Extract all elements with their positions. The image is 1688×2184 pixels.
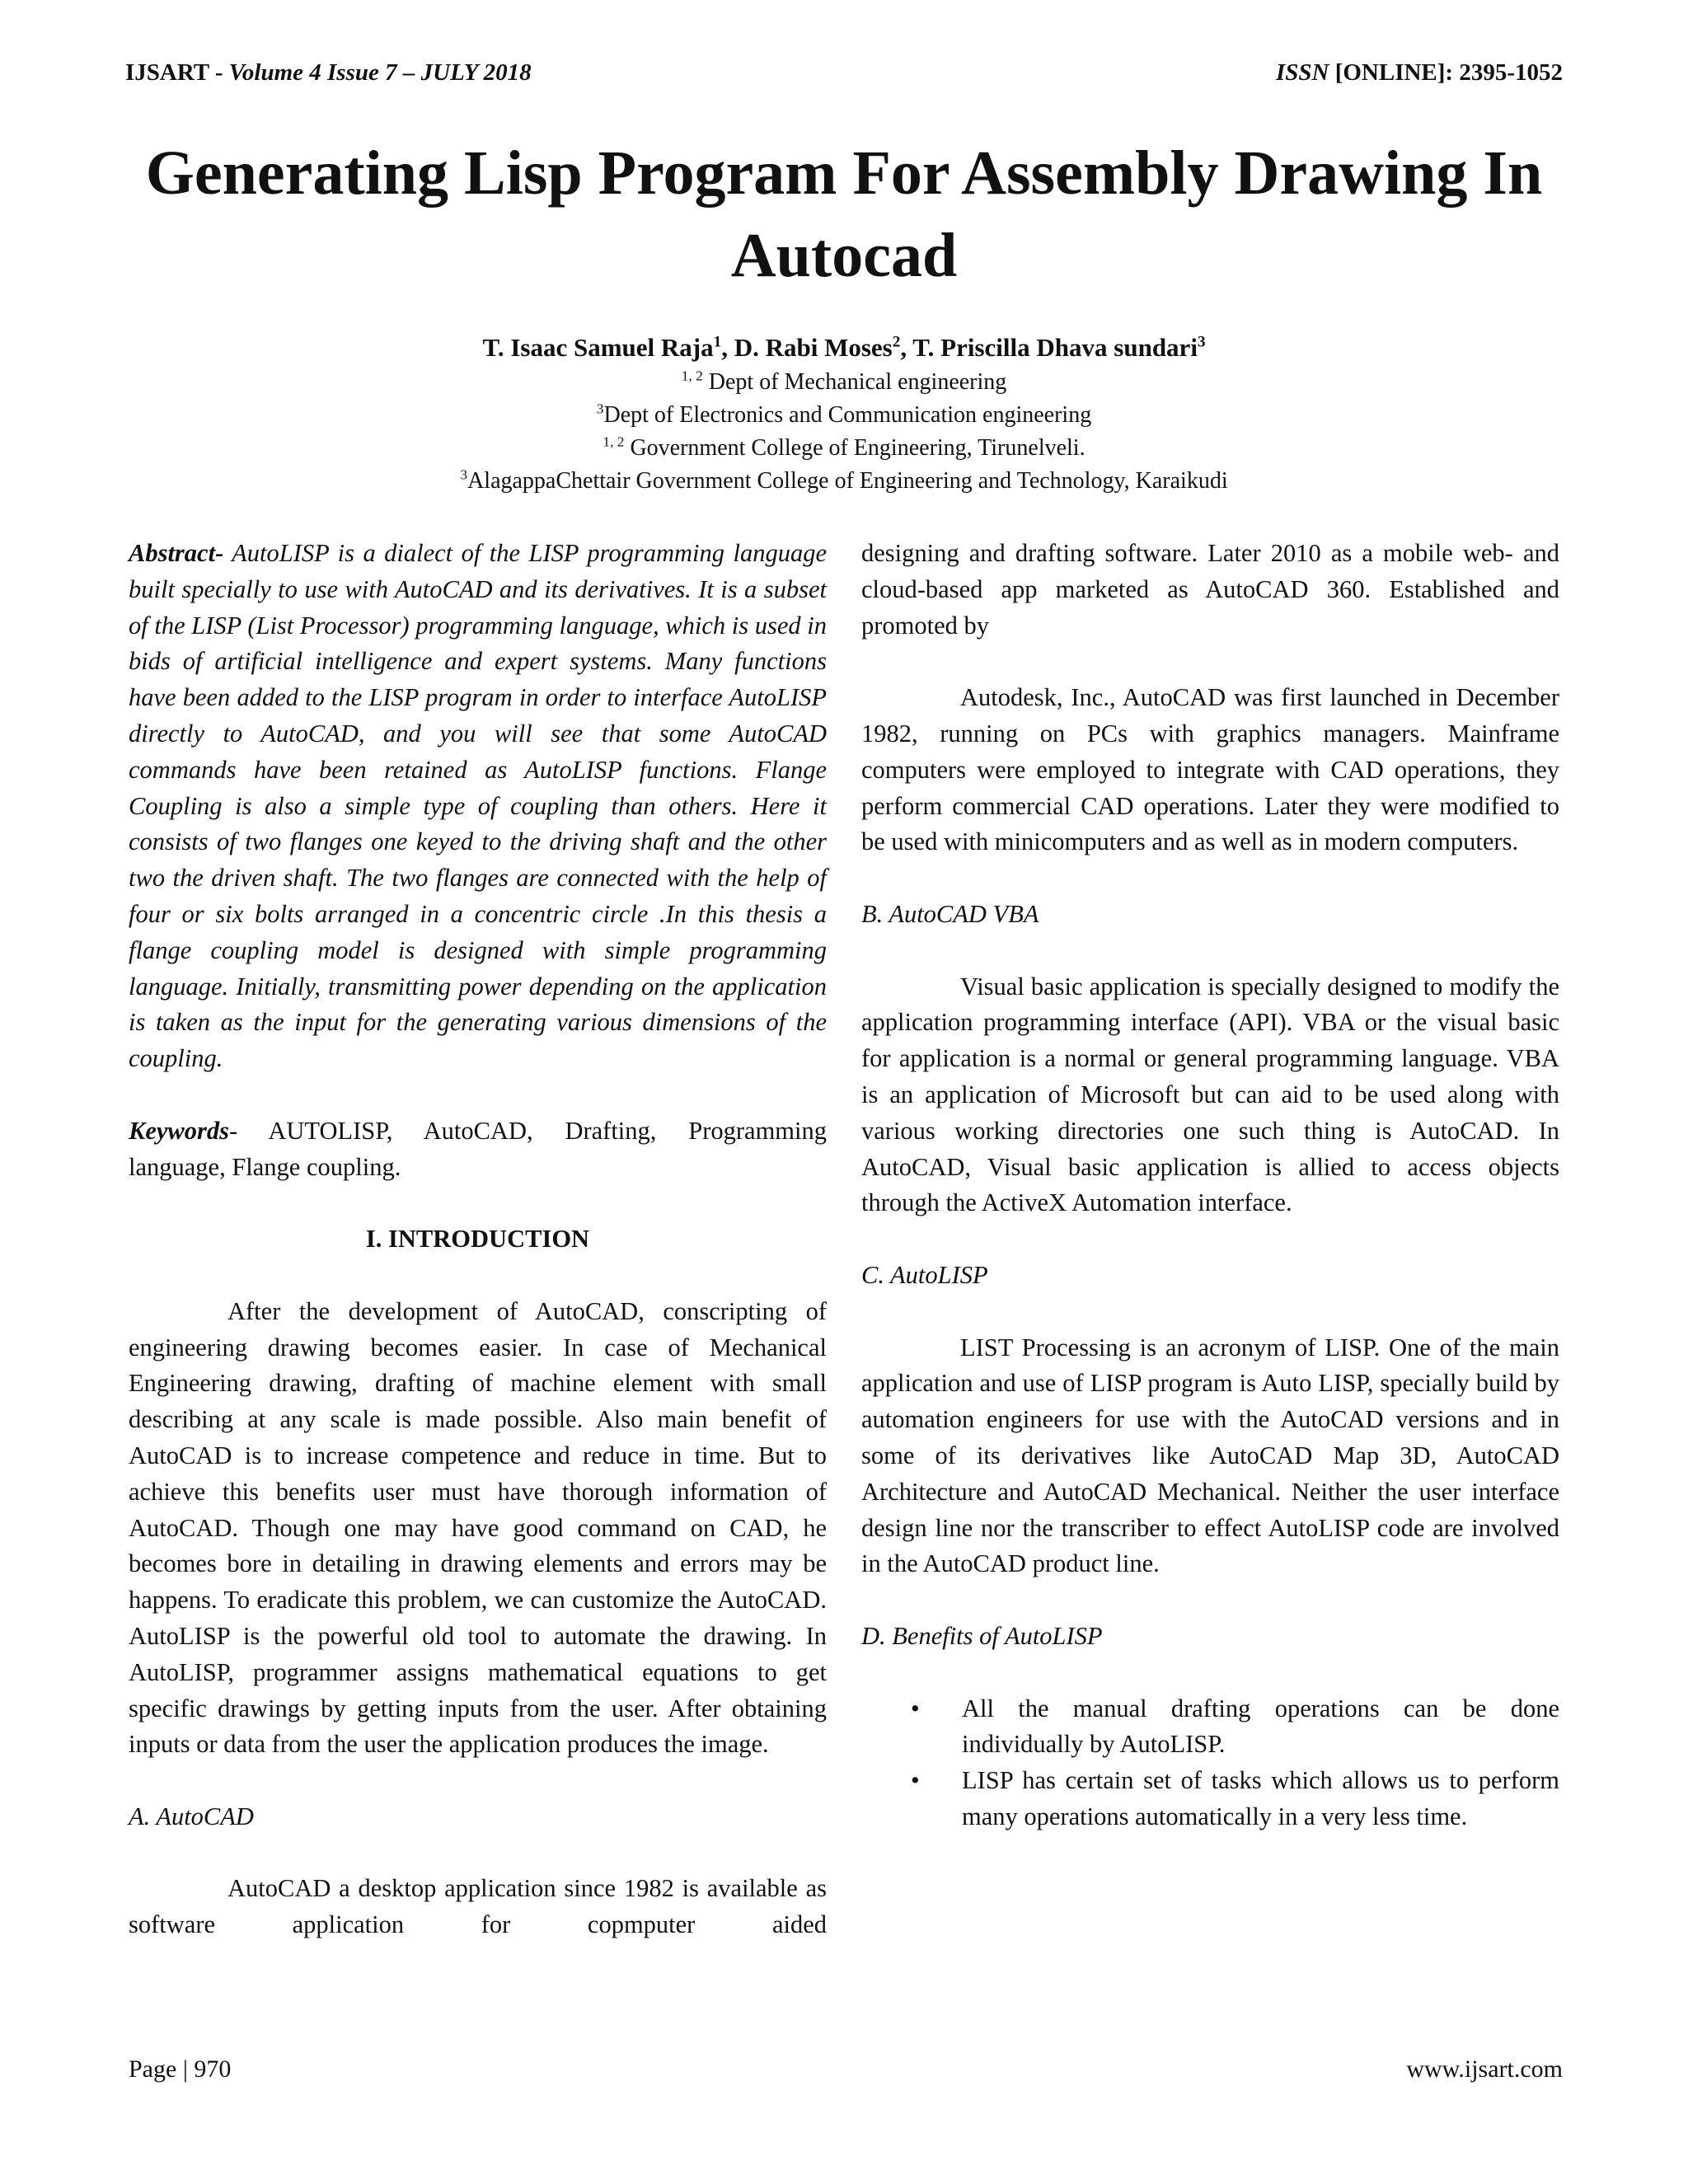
affiliation-1-text: Dept of Mechanical engineering <box>702 369 1007 395</box>
author-1: T. Isaac Samuel Raja <box>482 333 714 362</box>
keywords <box>129 1113 827 1186</box>
benefits-list <box>861 1691 1559 1835</box>
author-2-mark: 2 <box>892 333 901 351</box>
issn-label: ISSN <box>1275 59 1329 86</box>
author-3-mark: 3 <box>1197 333 1206 351</box>
affiliation-3 <box>115 435 1573 462</box>
page-number: Page | 970 <box>129 2055 232 2083</box>
subsection-heading-vba: B. AutoCAD VBA <box>861 899 1039 928</box>
affiliation-4-mark: 3 <box>460 466 468 483</box>
benefit-text-1: All the manual drafting operations can be done individually by AutoLISP. <box>962 1694 1559 1759</box>
autocad-paragraph-part2: designing and drafting software. Later 2010 as a mobile web- and cloud-based app marketed as AutoCAD 360. Established and promoted by <box>861 539 1559 640</box>
affiliation-2-text: Dept of Electronics and Communication engineering <box>603 402 1092 428</box>
right-column <box>861 536 1559 1835</box>
keywords-text: - AUTOLISP, AutoCAD, Drafting, Programming language, Flange coupling. <box>129 1116 827 1181</box>
list-item <box>861 1763 1559 1835</box>
paper-title <box>115 132 1573 297</box>
bullet-icon: • <box>911 1766 920 1795</box>
running-header-journal <box>125 59 532 87</box>
journal-website: www.ijsart.com <box>1406 2055 1563 2083</box>
title-line-2: Autocad <box>730 221 958 290</box>
section-heading-introduction: I. INTRODUCTION <box>365 1225 590 1254</box>
left-column <box>129 536 827 1943</box>
affiliation-4 <box>115 468 1573 494</box>
author-list <box>115 333 1573 363</box>
affiliation-2-mark: 3 <box>596 401 604 417</box>
vba-paragraph: Visual basic application is specially designed to modify the application programming interface (API). VBA or the visual basic for application is a normal or general programming language. VBA is an application of Microsoft but can aid to be used along with various working directories one such thing is AutoCAD. In AutoCAD, Visual basic application is allied to access objects through the ActiveX Automation interface. <box>861 972 1559 1217</box>
author-3: , T. Priscilla Dhava sundari <box>900 333 1198 362</box>
autocad-paragraph-part1: AutoCAD a desktop application since 1982 is available as software application for copmputer aided <box>129 1874 827 1939</box>
abstract-text: AutoLISP is a dialect of the LISP programming language built specially to use with AutoCAD and its derivatives. It is a subset of the LISP (List Processor) programming language, which is used in bids of artificial intelligence and expert systems. Many functions have been added to the LISP program in order to interface AutoLISP directly to AutoCAD, and you will see that some AutoCAD commands have been retained as AutoLISP functions. Flange Coupling is also a simple type of coupling than others. Here it consists of two flanges one keyed to the driving shaft and the other two the driven shaft. The two flanges are connected with the help of four or six bolts arranged in a concentric circle .In this thesis a flange coupling model is designed with simple programming language. Initially, transmitting power depending on the application is taken as the input for the generating various dimensions of the coupling. <box>129 539 827 1073</box>
subsection-heading-autocad: A. AutoCAD <box>129 1802 254 1830</box>
affiliation-3-text: Government College of Engineering, Tirunelveli. <box>624 435 1085 461</box>
journal-name: IJSART <box>125 59 209 86</box>
bullet-icon: • <box>911 1694 920 1722</box>
volume-issue: Volume 4 Issue 7 – JULY 2018 <box>228 59 532 86</box>
affiliation-2 <box>115 402 1573 429</box>
title-line-1: Generating Lisp Program For Assembly Drawing In <box>145 138 1543 208</box>
keywords-label: Keywords <box>129 1116 229 1145</box>
author-2: , D. Rabi Moses <box>721 333 893 362</box>
affiliation-1-mark: 1, 2 <box>681 368 703 384</box>
affiliation-4-text: AlagappaChettair Government College of Engineering and Technology, Karaikudi <box>467 468 1228 494</box>
abstract <box>129 536 827 1077</box>
list-item <box>861 1691 1559 1764</box>
author-1-mark: 1 <box>713 333 722 351</box>
subsection-heading-autolisp: C. AutoLISP <box>861 1260 988 1289</box>
affiliation-3-mark: 1, 2 <box>603 434 625 450</box>
autocad-paragraph-2: Autodesk, Inc., AutoCAD was first launched in December 1982, running on PCs with graphics managers. Mainframe computers were employed to integrate with CAD operations, they perform commercial CAD operations. Later they were modified to be used with minicomputers and as well as in modern computers. <box>861 683 1559 856</box>
header-separator: - <box>209 59 229 86</box>
introduction-paragraph: After the development of AutoCAD, conscripting of engineering drawing becomes easier. In case of Mechanical Engineering drawing, drafting of machine element with small describing at any scale is made possible. Also main benefit of AutoCAD is to increase competence and reduce in time. But to achieve this benefits user must have thorough information of AutoCAD. Though one may have good command on CAD, he becomes bore in detailing in drawing elements and errors may be happens. To eradicate this problem, we can customize the AutoCAD. AutoLISP is the powerful old tool to automate the drawing. In AutoLISP, programmer assigns mathematical equations to get specific drawings by getting inputs from the user. After obtaining inputs or data from the user the application produces the image. <box>129 1296 827 1759</box>
issn-value: [ONLINE]: 2395-1052 <box>1329 59 1563 86</box>
running-header-issn <box>1276 59 1563 87</box>
subsection-heading-benefits: D. Benefits of AutoLISP <box>861 1621 1103 1650</box>
affiliation-1 <box>115 369 1573 396</box>
abstract-label: Abstract- <box>129 539 224 567</box>
benefit-text-2: LISP has certain set of tasks which allows us to perform many operations automatically in a very less time. <box>962 1766 1559 1830</box>
autolisp-paragraph: LIST Processing is an acronym of LISP. One of the main application and use of LISP program is Auto LISP, specially build by automation engineers for use with the AutoCAD versions and in some of its derivatives like AutoCAD Map 3D, AutoCAD Architecture and AutoCAD Mechanical. Neither the user interface design line nor the transcriber to effect AutoLISP code are involved in the AutoCAD product line. <box>861 1333 1559 1578</box>
